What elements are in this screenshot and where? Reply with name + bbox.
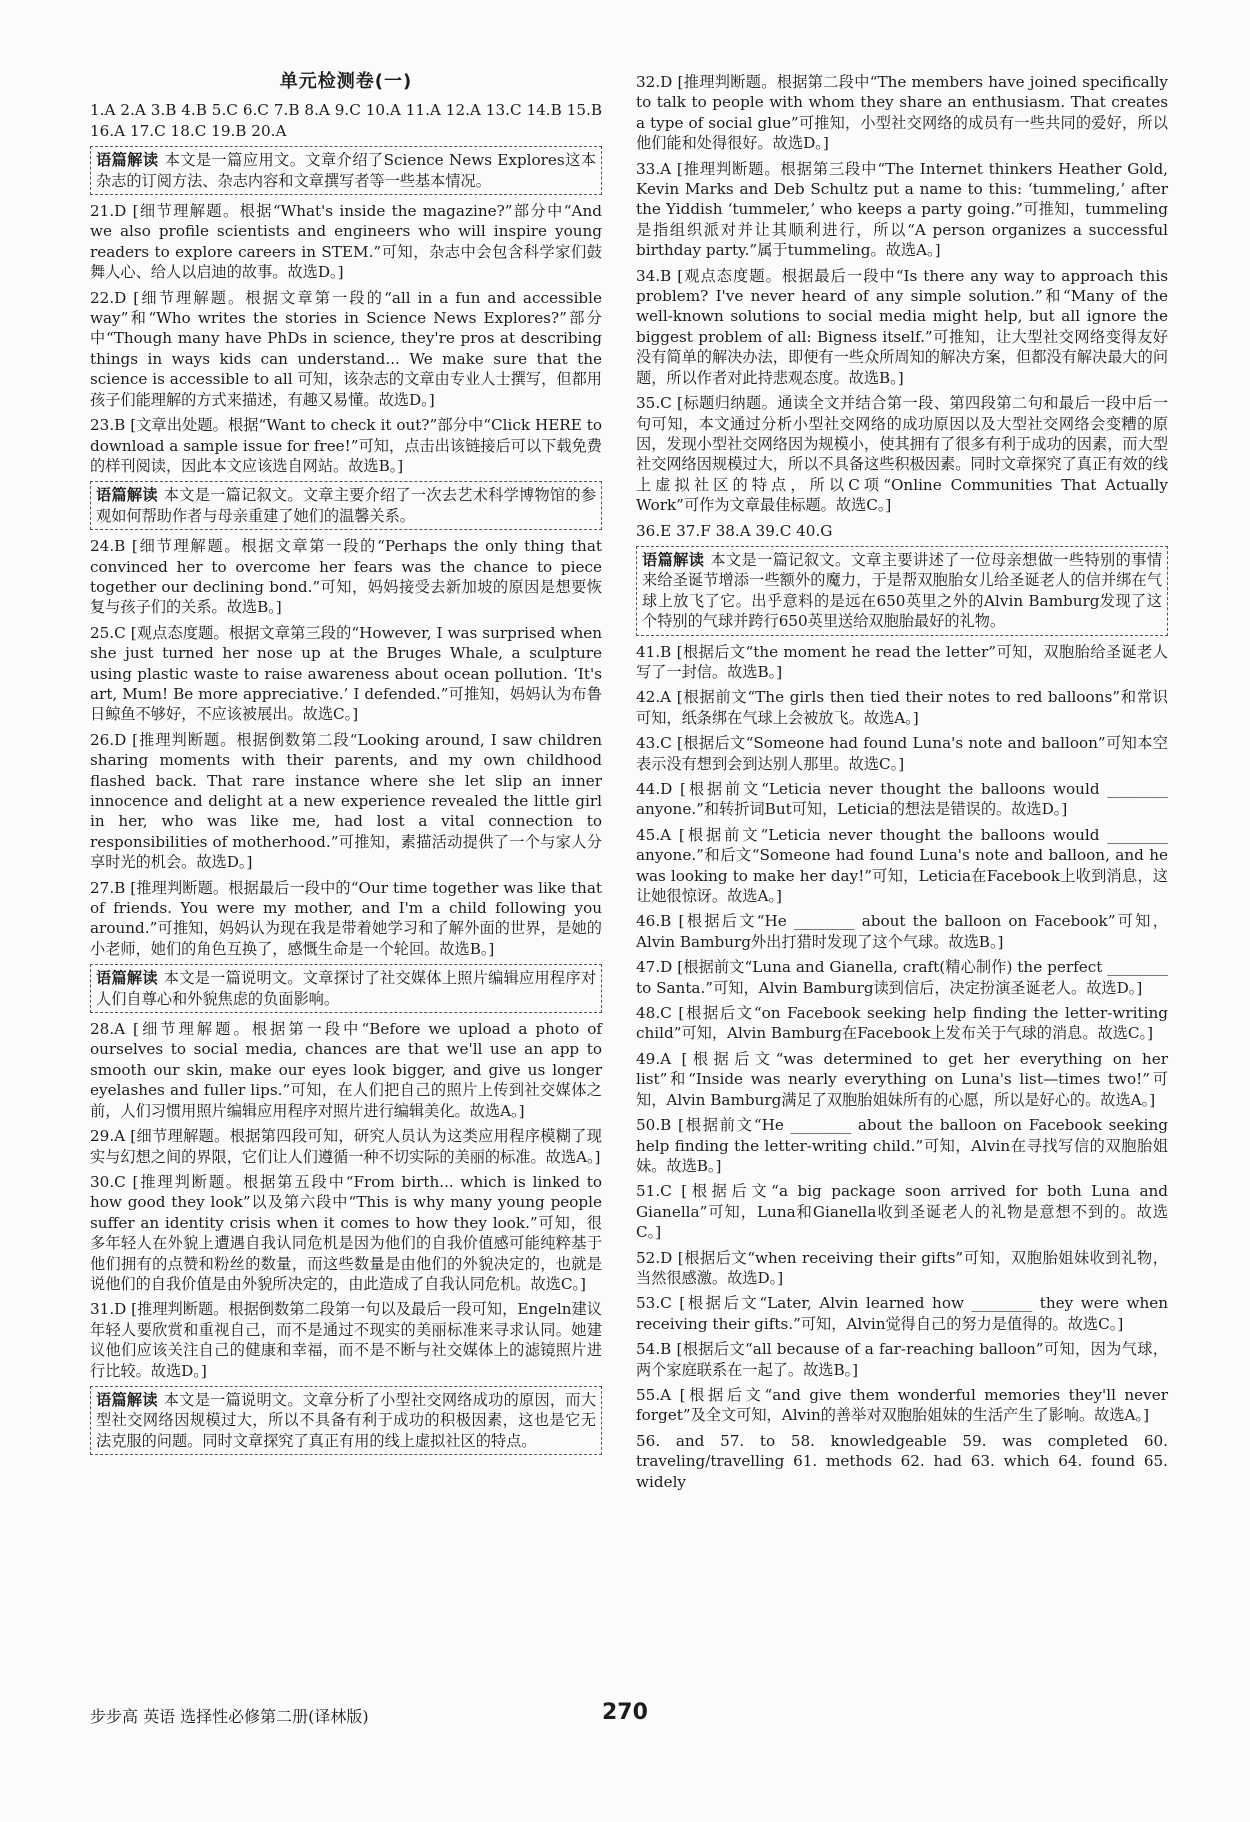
passage-summary-text: 本文是一篇应用文。文章介绍了Science News Explores这本杂志的订阅方法、杂志内容和文章撰写者等一些基本情况。 — [96, 151, 597, 190]
explanation-25: 25.C [观点态度题。根据文章第三段的“However, I was surprised when she just turned her nose up at the Bruges Whale, a sculpture using plastic waste to raise awareness about ocean pollution. ‘It's art, Mum! Be more appreciative.’ I defended.”可推知，妈妈认为布鲁日鲸鱼不够好，不应该被展出。故选C。] — [90, 623, 602, 724]
left-column — [90, 72, 602, 1461]
explanation-45: 45.A [根据前文“Leticia never thought the balloons would ________ anyone.”和后文“Someone had found Luna's note and balloon, and he was looking to make her day!”可知，Leticia在Facebook上收到消息，这让她很惊讶。故选A。] — [636, 825, 1168, 906]
explanation-55: 55.A [根据后文“and give them wonderful memories they'll never forget”及全文可知，Alvin的善举对双胞胎姐妹的生活产生了影响。故选A。] — [636, 1385, 1168, 1425]
explanation-53: 53.C [根据后文“Later, Alvin learned how ________ they were when receiving their gifts.”可知，Alvin觉得自己的努力是值得的。故选C。] — [636, 1294, 1168, 1333]
passage-summary-label: 语篇解读 — [642, 550, 705, 569]
passage-summary-box — [636, 546, 1168, 636]
explanation-42: 42.A [根据前文“The girls then tied their notes to red balloons”和常识可知，纸条绑在气球上会被放飞。故选A。] — [636, 688, 1168, 727]
explanation-35: 35.C [标题归纳题。通读全文并结合第一段、第四段第二句和最后一段中后一句可知，本文通过分析小型社交网络的成功原因以及大型社交网络会变糟的原因，发现小型社交网络因为规模小，使其拥有了很多有利于成功的因素，而大型社交网络因规模过大，所以不具备这些积极因素。同时文章探究了真正有效的线上虚拟社区的特点，所以C项“Online Communities That Actually Work”可作为文章最佳标题。故选C。] — [636, 394, 1168, 515]
explanation-24: 24.B [细节理解题。根据文章第一段的“Perhaps the only thing that convinced her to overcome her fears was the chance to piece together our declining bond.”可知，妈妈接受去新加坡的原因是想要恢复与孩子们的关系。故选B。] — [90, 537, 602, 617]
passage-summary-text: 本文是一篇说明文。文章分析了小型社交网络成功的原因，而大型社交网络因规模过大，所以不具备有利于成功的积极因素，这也是它无法克服的问题。同时文章探究了真正有用的线上虚拟社区的特点。 — [96, 1390, 597, 1450]
explanation-26: 26.D [推理判断题。根据倒数第二段“Looking around, I saw children sharing moments with their parents, and my own childhood flashed back. That rare instance where she let slip an inner innocence and delight at a new experience revealed the little girl in her, who was like me, had lost a vital connection to responsibilities of motherhood.”可推知，素描活动提供了一个与家人分享时光的机会。故选D。] — [90, 730, 602, 872]
passage-summary-text: 本文是一篇说明文。文章探讨了社交媒体上照片编辑应用程序对人们自尊心和外貌焦虑的负面影响。 — [96, 969, 597, 1008]
book-title: 步步高 英语 选择性必修第二册(译林版) — [90, 1707, 369, 1726]
passage-summary-box — [90, 146, 602, 195]
explanation-49: 49.A [根据后文“was determined to get her everything on her list”和“Inside was nearly everything on Luna's list—times two!”可知，Alvin Bamburg满足了双胞胎姐妹所有的心愿，所以是好心的。故选A。] — [636, 1049, 1168, 1109]
explanation-46: 46.B [根据后文“He ________ about the balloon on Facebook”可知，Alvin Bamburg外出打猎时发现了这个气球。故选B。] — [636, 912, 1168, 951]
passage-summary-label: 语篇解读 — [96, 1390, 158, 1409]
answers-1-20: 1.A 2.A 3.B 4.B 5.C 6.C 7.B 8.A 9.C 10.A 11.A 12.A 13.C 14.B 15.B 16.A 17.C 18.C 19.B 20.A — [90, 101, 602, 140]
explanation-41: 41.B [根据后文“the moment he read the letter”可知，双胞胎给圣诞老人写了一封信。故选B。] — [636, 642, 1168, 681]
answers-56-65: 56. and 57. to 58. knowledgeable 59. was completed 60. traveling/travelling 61. methods 62. had 63. which 64. found 65. widely — [636, 1431, 1168, 1491]
passage-summary-box — [90, 481, 602, 530]
explanation-22: 22.D [细节理解题。根据文章第一段的“all in a fun and accessible way”和“Who writes the stories in Science News Explores?”部分中“Though many have PhDs in science, they're pros at describing things in ways kids can understand... We make sure that the science is accessible to all 可知，该杂志的文章由专业人士撰写，但都用孩子们能理解的方式来描述，有趣又易懂。故选D。] — [90, 288, 602, 409]
answers-36-40: 36.E 37.F 38.A 39.C 40.G — [636, 521, 833, 540]
explanation-48: 48.C [根据后文“on Facebook seeking help finding the letter-writing child”可知，Alvin Bamburg在Facebook上发布关于气球的消息。故选C。] — [636, 1004, 1168, 1043]
explanation-30: 30.C [推理判断题。根据第五段中“From birth... which is linked to how good they look”以及第六段中“This is why many young people suffer an identity crisis when it comes to how they look.”可知，很多年轻人在外貌上遭遇自我认同危机是因为他们的自我价值感可能纯粹基于他们拥有的点赞和粉丝的数量，而这些数量是由他们的外貌决定的，也就是说他们的自我价值是由外貌所决定的，由此造成了自我认同危机。故选C。] — [90, 1172, 602, 1293]
passage-summary-label: 语篇解读 — [96, 486, 158, 505]
explanation-52: 52.D [根据后文“when receiving their gifts”可知，双胞胎姐妹收到礼物，当然很感激。故选D。] — [636, 1248, 1168, 1287]
passage-summary-label: 语篇解读 — [96, 969, 158, 988]
explanation-29: 29.A [细节理解题。根据第四段可知，研究人员认为这类应用程序模糊了现实与幻想之间的界限，它们让人们遵循一种不切实际的美丽的标准。故选A。] — [90, 1127, 602, 1166]
explanation-34: 34.B [观点态度题。根据最后一段中“Is there any way to approach this problem? I've never heard of any simple solution.”和“Many of the well-known solutions to social media might help, but all ignore the biggest problem of all: Bigness itself.”可推知，让大型社交网络变得友好没有简单的解决办法，即便有一些众所周知的解决方案，但都没有解决最大的问题，所以作者对此持悲观态度。故选B。] — [636, 266, 1168, 387]
passage-summary-text: 本文是一篇记叙文。文章主要讲述了一位母亲想做一些特别的事情来给圣诞节增添一些额外的魔力，于是帮双胞胎女儿给圣诞老人的信并绑在气球上放飞了它。出乎意料的是远在650英里之外的Alvin Bamburg发现了这个特别的气球并跨行650英里送给双胞胎最好的礼物。 — [642, 550, 1163, 631]
explanation-33: 33.A [推理判断题。根据第三段中“The Internet thinkers Heather Gold, Kevin Marks and Deb Schultz put a name to this: ‘tummeling,’ after the Yiddish ‘tummeler,’ who keeps a party going.”可推知，tummeling是指组织派对并让其顺利进行，所以“A person organizes a successful birthday party.”属于tummeling。故选A。] — [636, 159, 1168, 260]
passage-summary-text: 本文是一篇记叙文。文章主要介绍了一次去艺术科学博物馆的参观如何帮助作者与母亲重建了她们的温馨关系。 — [96, 486, 597, 525]
explanation-27: 27.B [推理判断题。根据最后一段中的“Our time together was like that of friends. You were my mother, and I'm a child following you around.”可推知，妈妈认为现在我是带着她学习和了解外面的世界，是她的小老师，她们的角色互换了，感慨生命是一个轮回。故选B。] — [90, 878, 602, 958]
explanation-21: 21.D [细节理解题。根据“What's inside the magazine?”部分中“And we also profile scientists and engineers who will inspire young readers to explore careers in STEM.”可知，杂志中会包含科学家们鼓舞人心、给人以启迪的故事。故选D。] — [90, 202, 602, 282]
passage-summary-label: 语篇解读 — [96, 151, 159, 170]
explanation-54: 54.B [根据后文“all because of a far-reaching balloon”可知，因为气球，两个家庭联系在一起了。故选B。] — [636, 1340, 1168, 1379]
page-number: 270 — [602, 1700, 648, 1725]
explanation-44: 44.D [根据前文“Leticia never thought the balloons would ________ anyone.”和转折词But可知，Leticia的想法是错误的。故选D。] — [636, 780, 1168, 819]
explanation-31: 31.D [推理判断题。根据倒数第二段第一句以及最后一段可知，Engeln建议年轻人要欣赏和重视自己，而不是通过不现实的美丽标准来寻求认同。她建议他们应该关注自己的健康和幸福，而不是不断与社交媒体上的滤镜照片进行比较。故选D。] — [90, 1300, 602, 1380]
explanation-23: 23.B [文章出处题。根据“Want to check it out?”部分中“Click HERE to download a sample issue for free!”可知，点击出该链接后可以下载免费的样刊阅读，因此本文应该选自网站。故选B。] — [90, 416, 602, 475]
explanation-51: 51.C [根据后文“a big package soon arrived for both Luna and Gianella”可知，Luna和Gianella收到圣诞老人的礼物是意想不到的。故选C。] — [636, 1182, 1168, 1242]
explanation-28: 28.A [细节理解题。根据第一段中“Before we upload a photo of ourselves to social media, chances are that we'll use an app to smooth our skin, make our eyes look bigger, and give us longer eyelashes and fuller lips.”可知，在人们把自己的照片上传到社交媒体之前，人们习惯用照片编辑应用程序对照片进行编辑美化。故选A。] — [90, 1020, 602, 1120]
passage-summary-box — [90, 964, 602, 1013]
explanation-32: 32.D [推理判断题。根据第二段中“The members have joined specifically to talk to people with whom they share an enthusiasm. That creates a type of social glue”可推知，小型社交网络的成员有一些共同的爱好，所以他们能和处得很好。故选D。] — [636, 73, 1168, 153]
explanation-50: 50.B [根据前文“He ________ about the balloon on Facebook seeking help finding the letter-writing child.”可知，Alvin在寻找写信的双胞胎姐妹。故选B。] — [636, 1116, 1168, 1175]
right-column — [636, 72, 1168, 1497]
explanation-47: 47.D [根据前文“Luna and Gianella, craft(精心制作) the perfect ________ to Santa.”可知，Alvin Bamburg读到信后，决定扮演圣诞老人。故选D。] — [636, 958, 1168, 997]
page-title: 单元检测卷(一) — [279, 71, 413, 92]
explanation-43: 43.C [根据后文“Someone had found Luna's note and balloon”可知本空表示没有想到会到达别人那里。故选C。] — [636, 734, 1168, 773]
passage-summary-box — [90, 1386, 602, 1455]
